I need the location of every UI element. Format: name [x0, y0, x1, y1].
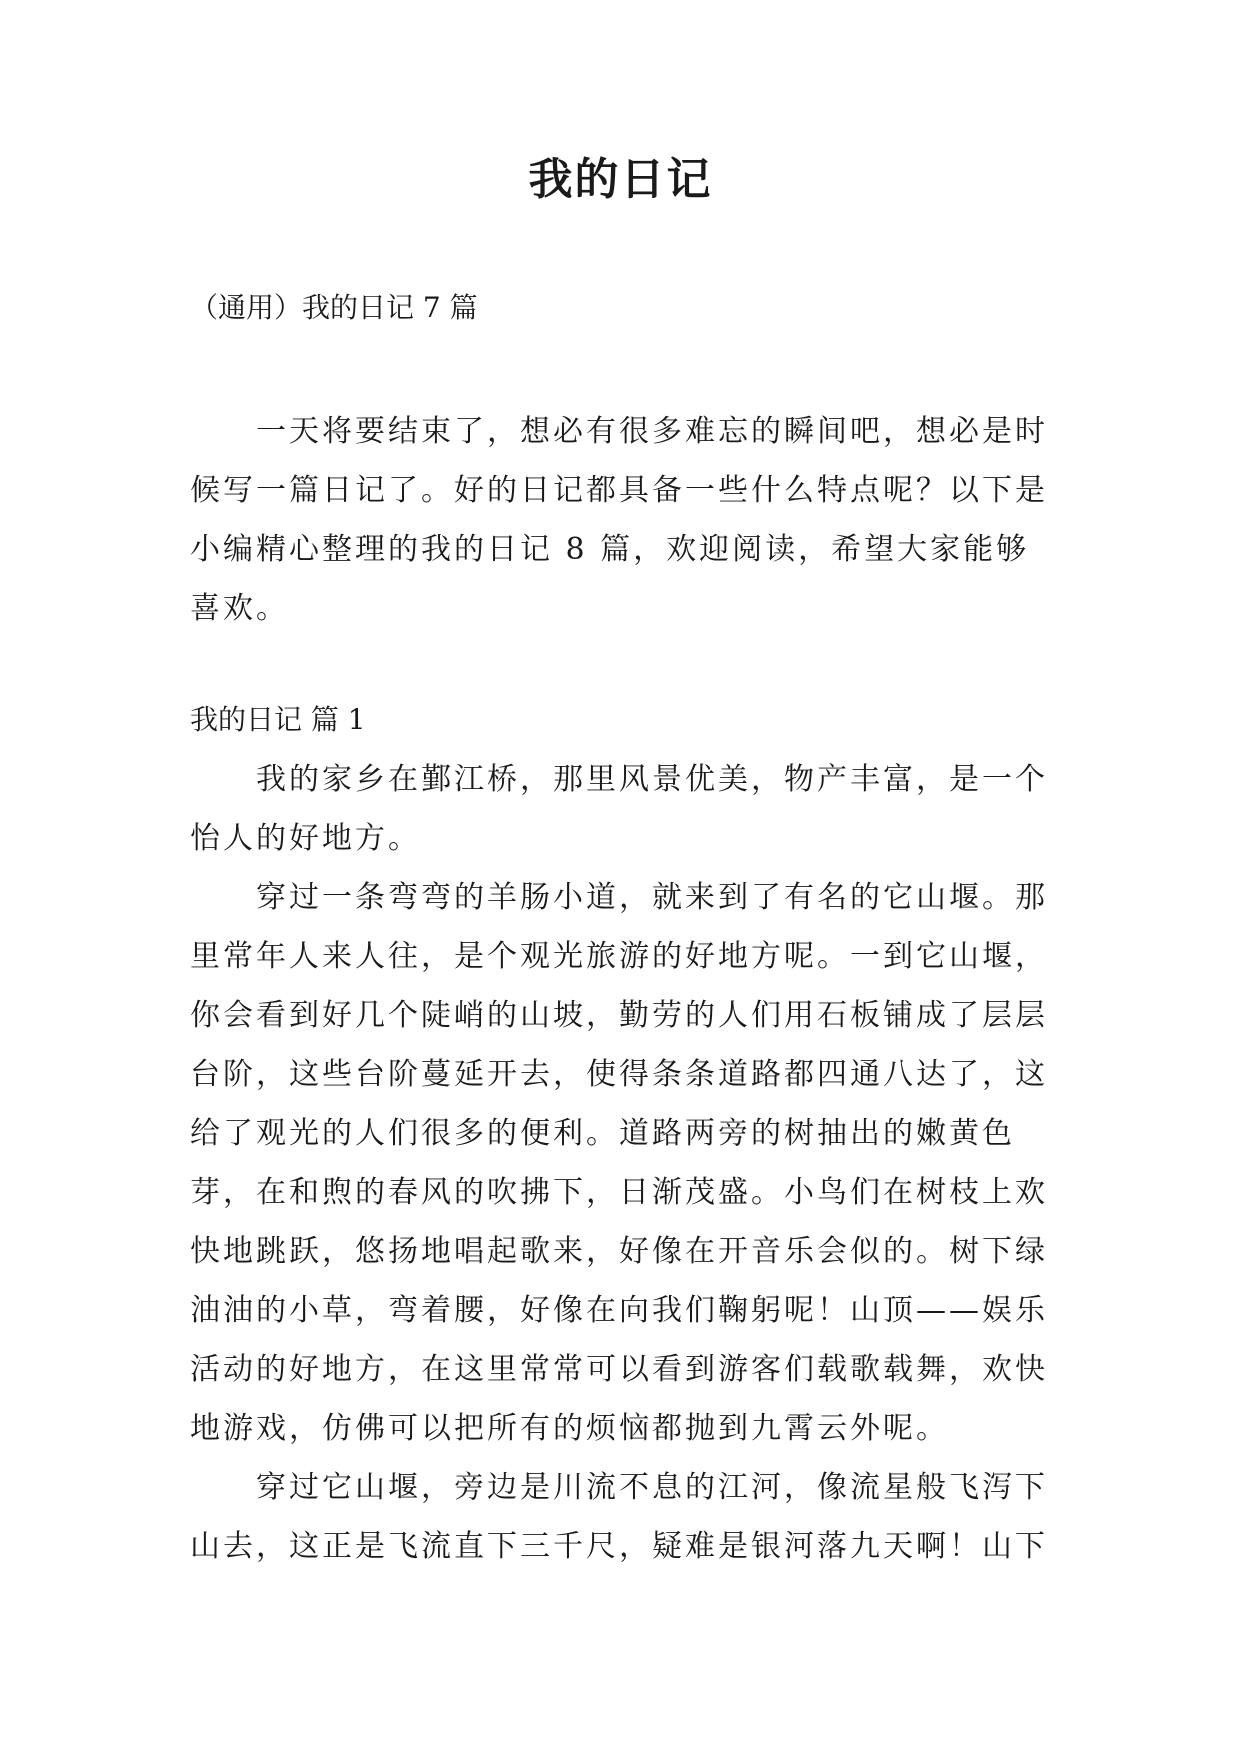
body-paragraph: 穿过一条弯弯的羊肠小道，就来到了有名的它山堰。那里常年人来人往，是个观光旅游的好地方呢。一到它山堰，你会看到好几个陡峭的山坡，勤劳的人们用石板铺成了层层台阶，这些台阶蔓延开去，使得条条道路都四通八达了，这给了观光的人们很多的便利。道路两旁的树抽出的嫩黄色芽，在和煦的春风的吹拂下，日渐茂盛。小鸟们在树枝上欢快地跳跃，悠扬地唱起歌来，好像在开音乐会似的。树下绿油油的小草，弯着腰，好像在向我们鞠躬呢！山顶——娱乐活动的好地方，在这里常常可以看到游客们载歌载舞，欢快地游戏，仿佛可以把所有的烦恼都抛到九霄云外呢。: [190, 880, 1048, 1446]
document-subtitle: （通用）我的日记 7 篇: [190, 291, 478, 324]
section-body: [190, 750, 1050, 1576]
document-title: 我的日记: [528, 154, 713, 205]
section-heading: 我的日记 篇 1: [190, 703, 366, 736]
body-paragraph: 我的家乡在鄞江桥，那里风景优美，物产丰富，是一个怡人的好地方。: [190, 762, 1048, 856]
intro-paragraph: 一天将要结束了，想必有很多难忘的瞬间吧，想必是时候写一篇日记了。好的日记都具备一些什么特点呢？以下是小编精心整理的我的日记 8 篇，欢迎阅读，希望大家能够喜欢。: [190, 414, 1048, 626]
body-paragraph: 穿过它山堰，旁边是川流不息的江河，像流星般飞泻下山去，这正是飞流直下三千尺，疑难是银河落九天啊！山下: [190, 1470, 1048, 1564]
